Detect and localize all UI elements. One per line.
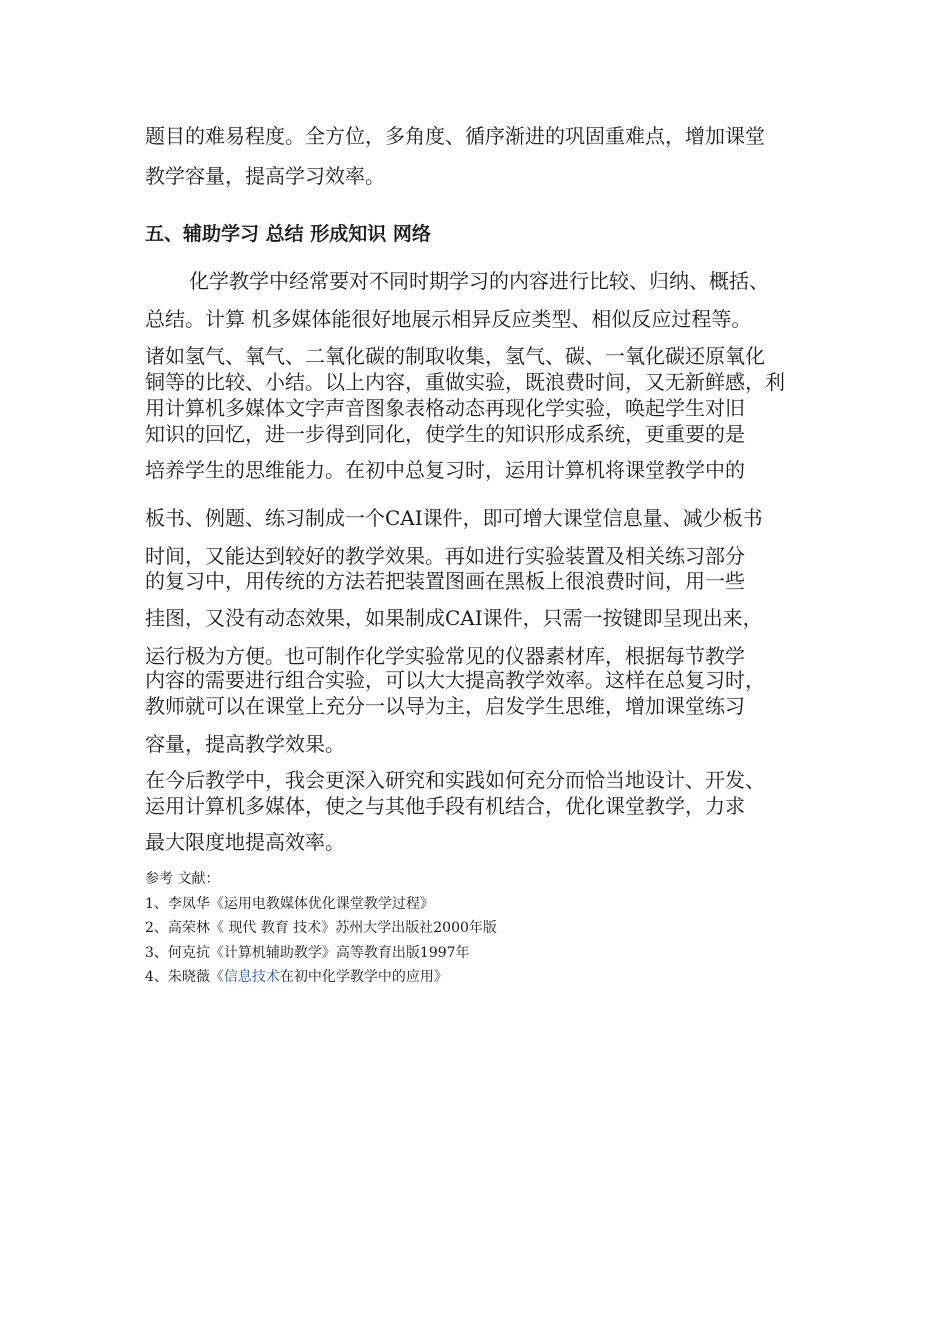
paragraph-line: 在今后教学中，我会更深入研究和实践如何充分而恰当地设计、开发、 — [145, 768, 765, 792]
paragraph-line: 题目的难易程度。全方位，多角度、循序渐进的巩固重难点，增加课堂 — [145, 124, 765, 148]
reference-item: 1、李凤华《运用电教媒体优化课堂教学过程》 — [145, 896, 434, 912]
reference-item: 3、何克抗《计算机辅助教学》高等教育出版1997年 — [145, 945, 470, 961]
paragraph-line: 容量，提高教学效果。 — [145, 732, 345, 756]
reference-item — [145, 967, 448, 987]
paragraph-line: 铜等的比较、小结。以上内容，重做实验，既浪费时间，又无新鲜感，利 — [145, 370, 785, 394]
paragraph-line: 的复习中，用传统的方法若把装置图画在黑板上很浪费时间，用一些 — [145, 569, 745, 593]
reference-item: 2、高荣林《 现代 教育 技术》苏州大学出版社2000年版 — [145, 920, 497, 936]
paragraph-line: 教师就可以在课堂上充分一以导为主，启发学生思维，增加课堂练习 — [145, 694, 745, 718]
reference-item-prefix: 4、朱晓薇《 — [145, 969, 224, 985]
paragraph-line: 化学教学中经常要对不同时期学习的内容进行比较、归纳、概括、 — [189, 269, 769, 293]
reference-item-suffix: 在初中化学教学中的应用》 — [279, 969, 448, 985]
paragraph-line: 培养学生的思维能力。在初中总复习时，运用计算机将课堂教学中的 — [145, 458, 745, 482]
references-title: 参考 文献： — [145, 871, 220, 887]
paragraph-line: 教学容量，提高学习效率。 — [145, 164, 385, 188]
paragraph-line: 用计算机多媒体文字声音图象表格动态再现化学实验，唤起学生对旧 — [145, 396, 745, 420]
paragraph-line: 时间，又能达到较好的教学效果。再如进行实验装置及相关练习部分 — [145, 544, 745, 568]
paragraph-line: 运行极为方便。也可制作化学实验常见的仪器素材库，根据每节教学 — [145, 644, 745, 668]
paragraph-line: 挂图，又没有动态效果，如果制成CAI课件，只需一按键即呈现出来， — [145, 606, 763, 630]
paragraph-line: 最大限度地提高效率。 — [145, 830, 345, 854]
section-heading: 五、辅助学习 总结 形成知识 网络 — [145, 223, 431, 245]
paragraph-line: 总结。计算 机多媒体能很好地展示相异反应类型、相似反应过程等。 — [145, 307, 752, 331]
paragraph-line: 运用计算机多媒体，使之与其他手段有机结合，优化课堂教学，力求 — [145, 794, 745, 818]
reference-link[interactable]: 信息技术 — [223, 969, 280, 985]
paragraph-line: 诸如氢气、氧气、二氧化碳的制取收集，氢气、碳、一氧化碳还原氧化 — [145, 344, 765, 368]
paragraph-line: 知识的回忆，进一步得到同化，使学生的知识形成系统，更重要的是 — [145, 422, 745, 446]
paragraph-line: 板书、例题、练习制成一个CAI课件，即可增大课堂信息量、减少板书 — [145, 506, 763, 530]
paragraph-line: 内容的需要进行组合实验，可以大大提高教学效率。这样在总复习时， — [145, 668, 765, 692]
